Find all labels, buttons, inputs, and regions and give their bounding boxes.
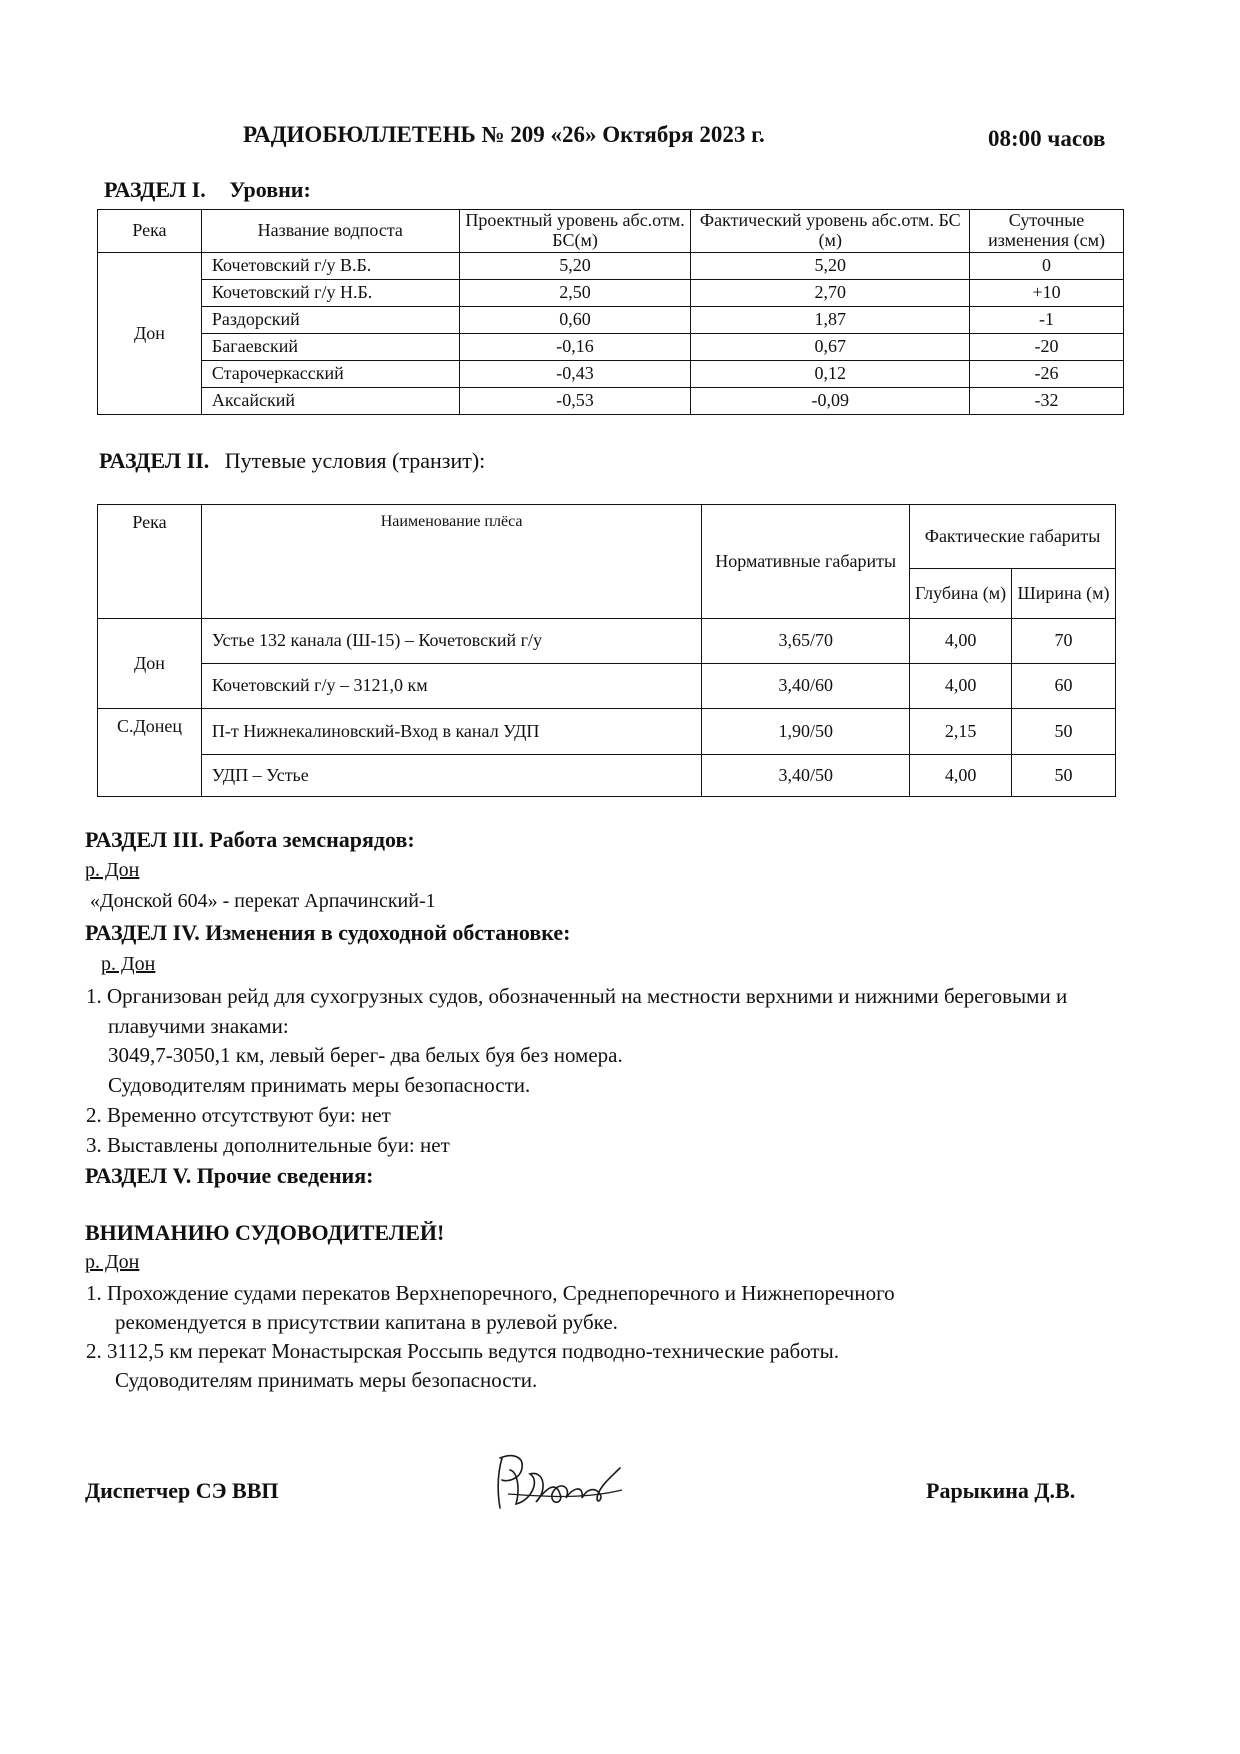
transit-table <box>97 504 1116 797</box>
levels-col-river: Река <box>98 210 202 253</box>
section4-item3: 3. Выставлены дополнительные буи: нет <box>86 1133 450 1157</box>
levels-col-project: Проектный уровень абс.отм. БС(м) <box>459 210 691 253</box>
transit-width: 50 <box>1012 709 1116 755</box>
levels-actual: 1,87 <box>691 307 970 334</box>
transit-col-depth: Глубина (м) <box>910 569 1012 619</box>
section4-item1-line4: Судоводителям принимать меры безопасности. <box>108 1073 531 1097</box>
table-row <box>98 280 1124 307</box>
levels-post: Багаевский <box>201 334 459 361</box>
levels-project: -0,53 <box>459 388 691 415</box>
levels-actual: 0,67 <box>691 334 970 361</box>
section3-river: р. Дон <box>85 859 140 881</box>
section5-heading: РАЗДЕЛ V. Прочие сведения: <box>85 1163 374 1188</box>
transit-col-river: Река <box>98 505 202 619</box>
section3-text: «Донской 604» - перекат Арпачинский-1 <box>90 890 436 912</box>
section4-item1-line1: 1. Организован рейд для сухогрузных судов, обозначенный на местности верхними и нижними береговыми и <box>86 984 1068 1008</box>
signature-name: Рарыкина Д.В. <box>926 1478 1076 1503</box>
signature-role: Диспетчер СЭ ВВП <box>85 1478 279 1503</box>
levels-actual: 0,12 <box>691 361 970 388</box>
table-row <box>98 307 1124 334</box>
levels-post: Старочеркасский <box>201 361 459 388</box>
section1-title: РАЗДЕЛ I. <box>104 177 206 202</box>
levels-change: -26 <box>970 361 1124 388</box>
levels-actual: 2,70 <box>691 280 970 307</box>
section4-heading: РАЗДЕЛ IV. Изменения в судоходной обстановке: <box>85 920 571 945</box>
attention-item1-line1: 1. Прохождение судами перекатов Верхнепоречного, Среднепоречного и Нижнепоречного <box>86 1281 895 1305</box>
attention-item1-line2: рекомендуется в присутствии капитана в рулевой рубке. <box>115 1310 618 1334</box>
levels-post: Кочетовский г/у В.Б. <box>201 253 459 280</box>
signature-mark <box>490 1450 630 1520</box>
table-row <box>98 755 1116 797</box>
table-row <box>98 361 1124 388</box>
levels-project: -0,43 <box>459 361 691 388</box>
table-row <box>98 334 1124 361</box>
levels-post: Раздорский <box>201 307 459 334</box>
transit-width: 50 <box>1012 755 1116 797</box>
transit-normative: 3,65/70 <box>702 619 910 664</box>
section4-river: р. Дон <box>101 953 156 975</box>
levels-project: 2,50 <box>459 280 691 307</box>
bulletin-time: 08:00 часов <box>988 126 1106 151</box>
levels-col-change: Суточные изменения (см) <box>970 210 1124 253</box>
transit-width: 60 <box>1012 664 1116 709</box>
levels-actual: -0,09 <box>691 388 970 415</box>
transit-depth: 2,15 <box>910 709 1012 755</box>
attention-item2-line1: 2. 3112,5 км перекат Монастырская Россыпь ведутся подводно-технические работы. <box>86 1339 839 1363</box>
section4-item1-line2: плавучими знаками: <box>108 1014 289 1038</box>
levels-project: -0,16 <box>459 334 691 361</box>
levels-change: 0 <box>970 253 1124 280</box>
transit-reach: Устье 132 канала (Ш-15) – Кочетовский г/у <box>201 619 701 664</box>
section4-item1-line3: 3049,7-3050,1 км, левый берег- два белых буя без номера. <box>108 1043 623 1067</box>
levels-post: Аксайский <box>201 388 459 415</box>
bulletin-title: РАДИОБЮЛЛЕТЕНЬ № 209 «26» Октября 2023 г. <box>243 122 765 147</box>
section2-title: РАЗДЕЛ II. <box>99 448 210 473</box>
transit-header-row <box>98 505 1116 569</box>
transit-col-normative: Нормативные габариты <box>702 505 910 619</box>
section1-subtitle: Уровни: <box>229 177 311 202</box>
levels-actual: 5,20 <box>691 253 970 280</box>
transit-reach: УДП – Устье <box>201 755 701 797</box>
transit-river-cell: Дон <box>98 619 202 709</box>
levels-change: -1 <box>970 307 1124 334</box>
transit-col-width: Ширина (м) <box>1012 569 1116 619</box>
transit-col-reach: Наименование плёса <box>201 505 701 619</box>
levels-river-cell: Дон <box>98 253 202 415</box>
levels-change: +10 <box>970 280 1124 307</box>
levels-change: -20 <box>970 334 1124 361</box>
section2-heading <box>99 448 485 474</box>
table-row <box>98 388 1124 415</box>
section3-heading: РАЗДЕЛ III. Работа земснарядов: <box>85 827 415 852</box>
transit-normative: 1,90/50 <box>702 709 910 755</box>
attention-item2-line2: Судоводителям принимать меры безопасности. <box>115 1368 538 1392</box>
transit-depth: 4,00 <box>910 755 1012 797</box>
transit-river-cell: С.Донец <box>98 709 202 797</box>
section2-subtitle: Путевые условия (транзит): <box>224 448 486 473</box>
transit-col-actual: Фактические габариты <box>910 505 1116 569</box>
attention-heading: ВНИМАНИЮ СУДОВОДИТЕЛЕЙ! <box>85 1220 445 1245</box>
table-row <box>98 664 1116 709</box>
transit-reach: Кочетовский г/у – 3121,0 км <box>201 664 701 709</box>
levels-header-row <box>98 210 1124 253</box>
levels-col-actual: Фактический уровень абс.отм. БС (м) <box>691 210 970 253</box>
levels-project: 0,60 <box>459 307 691 334</box>
attention-river: р. Дон <box>85 1251 140 1273</box>
levels-table <box>97 209 1124 415</box>
levels-project: 5,20 <box>459 253 691 280</box>
section1-heading <box>104 177 311 203</box>
levels-change: -32 <box>970 388 1124 415</box>
levels-post: Кочетовский г/у Н.Б. <box>201 280 459 307</box>
levels-col-post: Название водпоста <box>201 210 459 253</box>
transit-depth: 4,00 <box>910 619 1012 664</box>
section4-item2: 2. Временно отсутствуют буи: нет <box>86 1103 391 1127</box>
transit-depth: 4,00 <box>910 664 1012 709</box>
table-row <box>98 619 1116 664</box>
transit-normative: 3,40/60 <box>702 664 910 709</box>
table-row <box>98 253 1124 280</box>
table-row <box>98 709 1116 755</box>
transit-normative: 3,40/50 <box>702 755 910 797</box>
transit-reach: П-т Нижнекалиновский-Вход в канал УДП <box>201 709 701 755</box>
transit-width: 70 <box>1012 619 1116 664</box>
